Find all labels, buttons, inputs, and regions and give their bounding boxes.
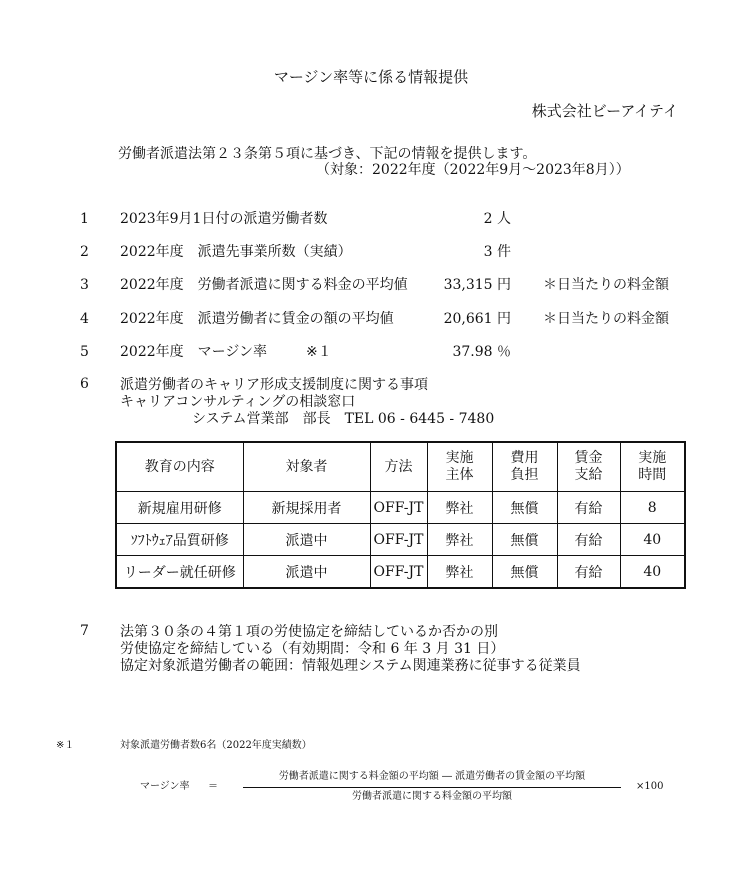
item-number: 4 — [80, 311, 89, 327]
item-text: 2022年度 派遣先事業所数（実績） — [120, 244, 352, 260]
item-number: 3 — [80, 277, 89, 293]
header-target: 対象者 — [243, 442, 370, 492]
header-wage: 賃金 支給 — [557, 442, 620, 492]
table-cell: 8 — [620, 492, 685, 524]
table-row — [116, 524, 685, 556]
item-number: 2 — [80, 244, 89, 260]
table-cell: OFF-JT — [370, 556, 427, 589]
table-cell: 弊社 — [427, 492, 492, 524]
table-cell: 新規採用者 — [243, 492, 370, 524]
footnote-reference: ※１ — [306, 344, 332, 360]
table-cell: 弊社 — [427, 556, 492, 589]
item-text: 2022年度 労働者派遣に関する料金の平均値 — [120, 277, 408, 293]
table-cell: 無償 — [492, 556, 557, 589]
footnote-text: 対象派遣労働者数6名（2022年度実績数） — [120, 740, 312, 751]
item-value: 3 件 — [483, 244, 511, 260]
header-method: 方法 — [370, 442, 427, 492]
fraction-bar — [243, 787, 621, 788]
training-table — [115, 441, 686, 589]
page-title: マージン率等に係る情報提供 — [273, 68, 469, 86]
item-text: 2023年9月1日付の派遣労働者数 — [120, 211, 328, 227]
table-row — [116, 492, 685, 524]
section-heading: 法第３０条の４第１項の労使協定を締結しているか否かの別 — [120, 624, 498, 640]
table-cell: 有給 — [557, 556, 620, 589]
item-note: ＊日当たりの料金額 — [543, 277, 669, 293]
item-value: 33,315 円 — [443, 277, 511, 293]
intro-line-1: 労働者派遣法第２３条第５項に基づき、下記の情報を提供します。 — [118, 146, 537, 162]
table-cell: 無償 — [492, 524, 557, 556]
section-number: 6 — [80, 376, 89, 392]
agreement-status: 労使協定を締結している（有効期間：令和 6 年 3 月 31 日） — [120, 641, 505, 657]
item-value: 37.98 ％ — [452, 344, 511, 360]
item-number: 1 — [80, 211, 89, 227]
intro-line-2: （対象：2022年度（2022年9月～2023年8月）） — [316, 162, 630, 178]
company-name: 株式会社ビーアイテイ — [531, 102, 678, 120]
contact-info: システム営業部 部長 TEL 06 - 6445 - 7480 — [192, 411, 495, 427]
footnote-mark: ※１ — [56, 740, 75, 751]
section-number: 7 — [80, 623, 89, 639]
formula-denominator: 労働者派遣に関する料金額の平均額 — [352, 791, 512, 802]
table-cell: 派遣中 — [243, 556, 370, 589]
header-hours: 実施 時間 — [620, 442, 685, 492]
header-organizer: 実施 主体 — [427, 442, 492, 492]
formula-numerator: 労働者派遣に関する料金額の平均額 ― 派遣労働者の賃金額の平均額 — [278, 771, 586, 782]
table-cell: 新規雇用研修 — [116, 492, 243, 524]
table-cell: 派遣中 — [243, 524, 370, 556]
labor-agreement-section — [120, 624, 581, 675]
consultation-desk: キャリアコンサルティングの相談窓口 — [120, 394, 356, 410]
header-cost: 費用 負担 — [492, 442, 557, 492]
formula-equals: ＝ — [208, 781, 218, 792]
table-cell: OFF-JT — [370, 492, 427, 524]
table-row — [116, 556, 685, 589]
table-header-row — [116, 442, 685, 492]
career-support-section — [120, 377, 494, 428]
table-cell: 40 — [620, 556, 685, 589]
table-cell: 有給 — [557, 524, 620, 556]
formula-label: マージン率 — [140, 781, 190, 792]
item-text: 2022年度 派遣労働者に賃金の額の平均値 — [120, 311, 394, 327]
table-cell: 40 — [620, 524, 685, 556]
section-heading: 派遣労働者のキャリア形成支援制度に関する事項 — [120, 377, 428, 393]
item-note: ＊日当たりの料金額 — [543, 311, 669, 327]
table-cell: ｿﾌﾄｳｪｱ品質研修 — [116, 524, 243, 556]
item-number: 5 — [80, 344, 89, 360]
table-cell: リーダー就任研修 — [116, 556, 243, 589]
item-value: 20,661 円 — [443, 311, 511, 327]
agreement-scope: 協定対象派遣労働者の範囲：情報処理システム関連業務に従事する従業員 — [120, 658, 581, 674]
header-training-content: 教育の内容 — [116, 442, 243, 492]
formula-multiplier: ×100 — [636, 781, 664, 792]
table-cell: 無償 — [492, 492, 557, 524]
item-value: 2 人 — [483, 211, 511, 227]
item-text: 2022年度 マージン率 — [120, 344, 267, 360]
table-cell: 弊社 — [427, 524, 492, 556]
table-cell: 有給 — [557, 492, 620, 524]
table-cell: OFF-JT — [370, 524, 427, 556]
